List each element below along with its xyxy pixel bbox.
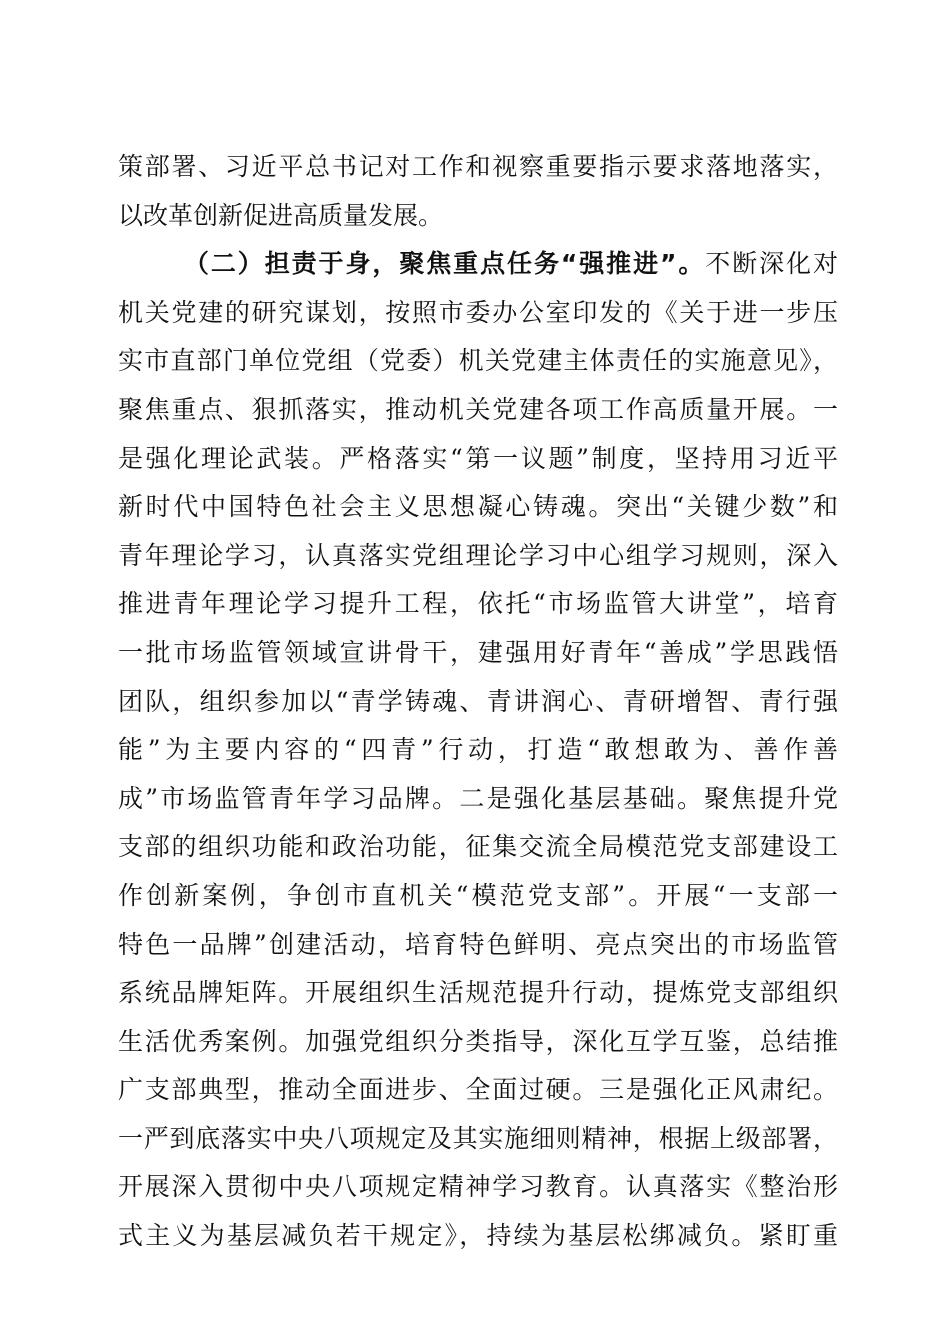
text-line: 系统品牌矩阵。开展组织生活规范提升行动，提炼党支部组织 [118, 978, 838, 1008]
text-line: 聚焦重点、狠抓落实，推动机关党建各项工作高质量开展。一 [118, 394, 838, 424]
section-heading-line [118, 240, 838, 289]
text-line: 成”市场监管青年学习品牌。二是强化基层基础。聚焦提升党 [118, 783, 838, 813]
text-line-segment: 不断深化对 [705, 249, 838, 279]
text-line: 开展深入贯彻中央八项规定精神学习教育。认真落实《整治形 [118, 1172, 838, 1202]
text-line: 生活优秀案例。加强党组织分类指导，深化互学互鉴，总结推 [118, 1026, 838, 1056]
text-line: 策部署、习近平总书记对工作和视察重要指示要求落地落实， [118, 152, 838, 181]
text-line: 特色一品牌”创建活动，培育特色鲜明、亮点突出的市场监管 [118, 929, 838, 959]
text-line: 广支部典型，推动全面进步、全面过硬。三是强化正风肃纪。 [118, 1075, 838, 1105]
section-heading: （二）担责于身，聚焦重点任务“强推进”。 [182, 249, 706, 279]
text-line: 团队，组织参加以“青学铸魂、青讲润心、青研增智、青行强 [118, 686, 838, 716]
text-line: 青年理论学习，认真落实党组理论学习中心组学习规则，深入 [118, 540, 838, 570]
text-line: 实市直部门单位党组（党委）机关党建主体责任的实施意见》， [118, 346, 838, 376]
text-line: 一严到底落实中央八项规定及其实施细则精神，根据上级部署， [118, 1123, 838, 1153]
text-line: 能”为主要内容的“四青”行动，打造“敢想敢为、善作善 [118, 735, 838, 765]
text-line: 推进青年理论学习提升工程，依托“市场监管大讲堂”，培育 [118, 589, 838, 619]
text-line: 机关党建的研究谋划，按照市委办公室印发的《关于进一步压 [118, 297, 838, 327]
text-line: 一批市场监管领域宣讲骨干，建强用好青年“善成”学思践悟 [118, 637, 838, 667]
text-line: 式主义为基层减负若干规定》，持续为基层松绑减负。紧盯重 [118, 1221, 838, 1251]
text-line: 支部的组织功能和政治功能，征集交流全局模范党支部建设工 [118, 832, 838, 862]
text-line: 作创新案例，争创市直机关“模范党支部”。开展“一支部一 [118, 880, 838, 910]
text-line: 新时代中国特色社会主义思想凝心铸魂。突出“关键少数”和 [118, 492, 838, 522]
text-line: 以改革创新促进高质量发展。 [118, 200, 444, 230]
body-text [118, 143, 838, 1261]
text-line: 是强化理论武装。严格落实“第一议题”制度，坚持用习近平 [118, 443, 838, 473]
